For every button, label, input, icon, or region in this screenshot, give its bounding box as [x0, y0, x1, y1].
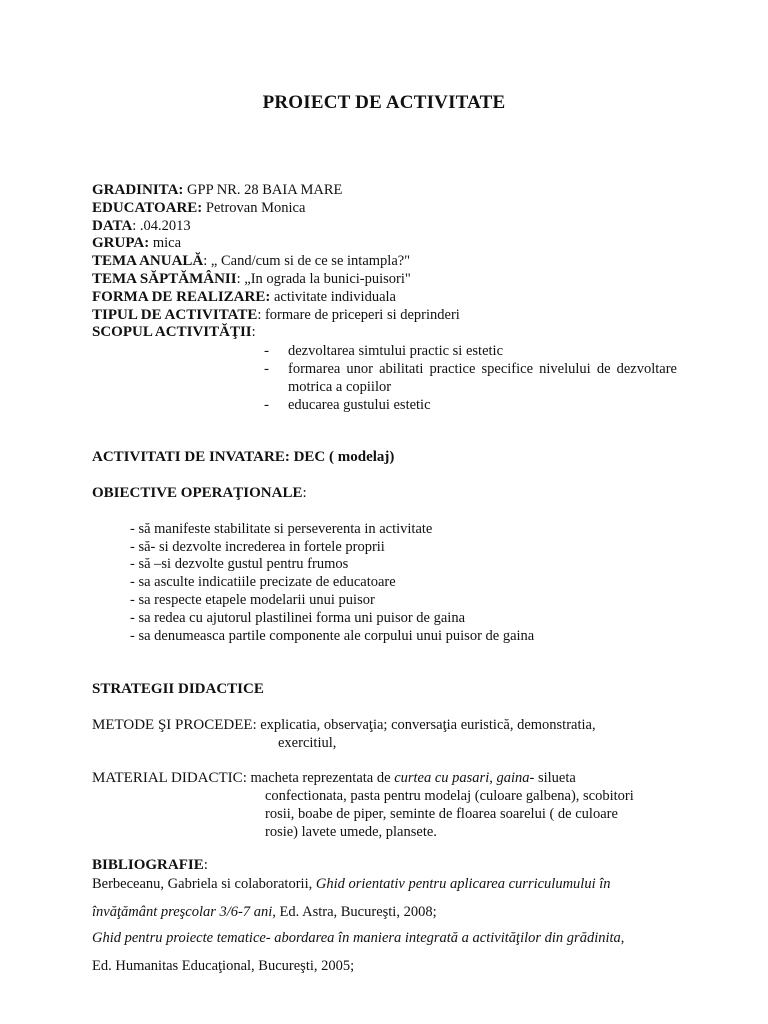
bib-publisher: , Ed. Astra, Bucureşti, 2008;: [272, 904, 437, 920]
bib-punct: ,: [620, 930, 625, 946]
bibliography-entry-continued: [92, 904, 437, 921]
field-label: TEMA SĂPTĂMÂNII: [92, 271, 237, 287]
field-tema-anuala: [92, 252, 410, 270]
material-text: - silueta: [529, 770, 576, 786]
list-item-text: dezvoltarea simtului practic si estetic: [288, 343, 504, 359]
list-item-text: educarea gustului estetic: [288, 397, 431, 413]
bibliography-entry: [92, 930, 624, 947]
material-text-italic: curtea cu pasari, gaina: [394, 770, 530, 786]
field-tipul-de-activitate: [92, 306, 460, 324]
section-value: ( modelaj): [325, 449, 395, 465]
metode-text-continued: exercitiul,: [278, 735, 337, 751]
bib-title: învăţământ preşcolar 3/6-7 ani: [92, 904, 273, 920]
field-label: FORMA DE REALIZARE:: [92, 289, 271, 305]
field-label: DATA: [92, 218, 133, 234]
bib-title: Ghid pentru proiecte tematice- abordarea în maniera integrată a activităţilor din grădinita: [92, 930, 621, 946]
bibliografie-heading: [92, 857, 208, 874]
field-value: : „In ograda la bunici-puisori": [236, 271, 411, 287]
bullet-dash: -: [264, 397, 269, 413]
objective-item: - sa redea cu ajutorul plastilinei forma uni puisor de gaina: [130, 610, 466, 626]
objective-item: - să- si dezvolte increderea in fortele proprii: [130, 539, 385, 555]
bibliography-entry: [92, 876, 611, 893]
field-grupa: [92, 234, 181, 252]
field-data: [92, 217, 191, 235]
field-value: : „ Cand/cum si de ce se intampla?": [203, 253, 411, 269]
field-label: TIPUL DE ACTIVITATE: [92, 307, 258, 323]
field-value: : formare de priceperi si deprinderi: [257, 307, 460, 323]
bullet-dash: -: [264, 361, 269, 377]
list-item-text: formarea unor abilitati practice specifice nivelului de dezvoltare motrica a copiilor: [288, 361, 677, 395]
field-label: GRUPA:: [92, 235, 150, 251]
section-label: ACTIVITATI DE INVATARE: DEC: [92, 449, 326, 465]
field-value: activitate individuala: [270, 289, 396, 305]
objective-item: - sa denumeasca partile componente ale corpului unui puisor de gaina: [130, 628, 535, 644]
heading-colon: :: [302, 485, 307, 501]
bullet-dash: -: [264, 343, 269, 359]
strategii-heading: STRATEGII DIDACTICE: [92, 681, 264, 697]
material-label: MATERIAL DIDACTIC: [92, 770, 243, 786]
field-value: mica: [149, 235, 182, 251]
field-value: GPP NR. 28 BAIA MARE: [183, 182, 343, 198]
material-text-line: rosii, boabe de piper, seminte de floarea soarelui ( de culoare: [265, 806, 618, 822]
field-tema-saptamanii: [92, 270, 411, 288]
bib-title: Ghid orientativ pentru aplicarea curriculumului în: [315, 876, 611, 892]
material-didactic: [92, 769, 576, 787]
material-text: macheta reprezentata de: [246, 770, 395, 786]
metode-label: METODE ŞI PROCEDEE: [92, 717, 253, 733]
field-label: GRADINITA:: [92, 182, 184, 198]
field-value: :: [251, 324, 256, 340]
activitati-de-invatare: [92, 449, 394, 466]
metode-text: : explicatia, observaţia; conversaţia euristică, demonstratia,: [252, 717, 596, 733]
obiective-heading: [92, 485, 307, 502]
section-heading: BIBLIOGRAFIE: [92, 857, 204, 873]
field-label: SCOPUL ACTIVITĂŢII: [92, 324, 252, 340]
bibliography-entry-continued: Ed. Humanitas Educaţional, Bucureşti, 2005;: [92, 958, 355, 974]
section-heading: OBIECTIVE OPERAŢIONALE: [92, 485, 303, 501]
material-text-line: rosie) lavete umede, plansete.: [265, 824, 437, 840]
bib-author: Berbeceanu, Gabriela si colaboratorii,: [92, 876, 316, 892]
field-scopul-activitatii: [92, 323, 256, 341]
metode-si-procedee: [92, 716, 596, 734]
objective-item: - sa asculte indicatiile precizate de educatoare: [130, 574, 396, 590]
field-value: : .04.2013: [132, 218, 191, 234]
page-title: PROIECT DE ACTIVITATE: [262, 92, 506, 113]
objective-item: - să –si dezvolte gustul pentru frumos: [130, 556, 349, 572]
material-colon: :: [242, 770, 247, 786]
field-value: Petrovan Monica: [202, 200, 306, 216]
heading-colon: :: [203, 857, 208, 873]
field-label: EDUCATOARE:: [92, 200, 203, 216]
objective-item: - sa respecte etapele modelarii unui puisor: [130, 592, 375, 608]
field-label: TEMA ANUALĂ: [92, 253, 204, 269]
field-gradinita: [92, 181, 342, 199]
objective-item: - să manifeste stabilitate si perseverenta in activitate: [130, 521, 433, 537]
field-educatoare: [92, 199, 305, 217]
field-forma-de-realizare: [92, 288, 396, 306]
material-text-line: confectionata, pasta pentru modelaj (culoare galbena), scobitori: [265, 788, 634, 804]
